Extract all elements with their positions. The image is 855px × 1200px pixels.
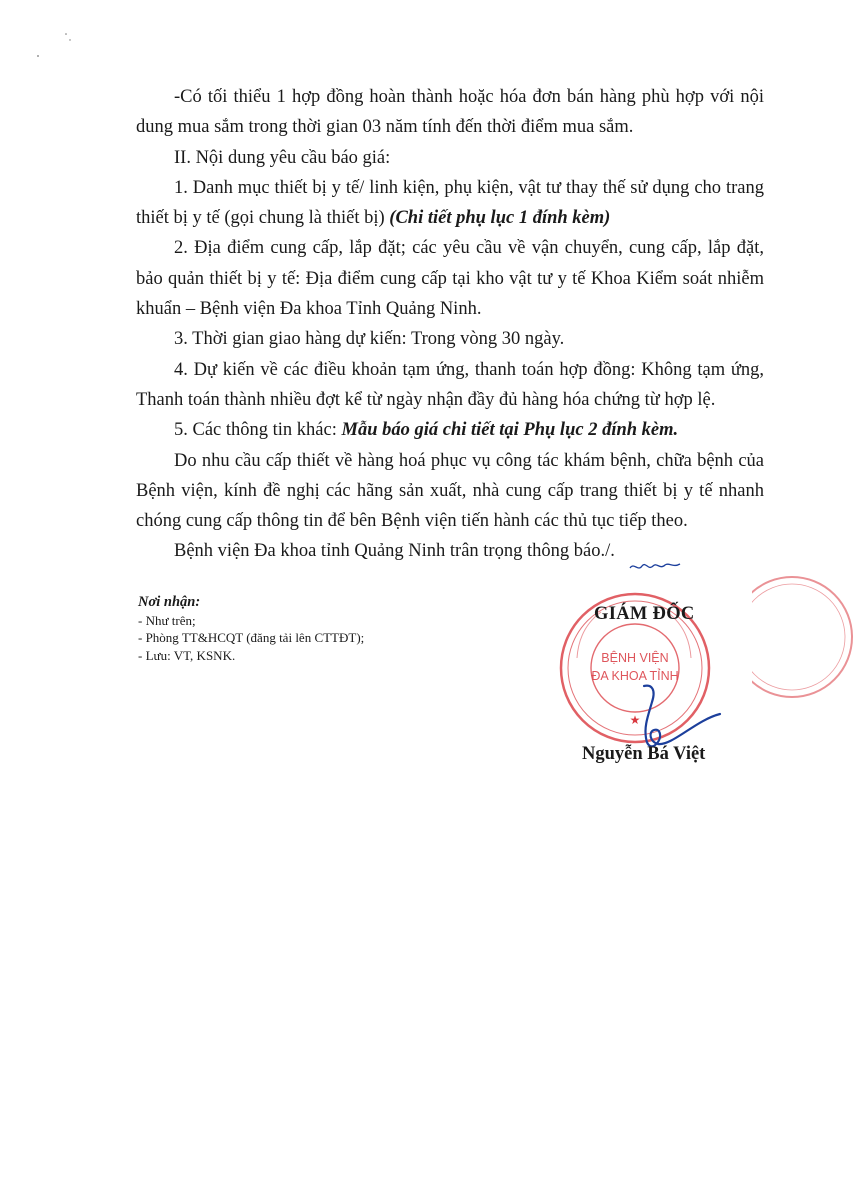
paragraph-closing-notice: Bệnh viện Đa khoa tỉnh Quảng Ninh trân trọng thông báo./. (174, 541, 615, 562)
paragraph-item-3: 3. Thời gian giao hàng dự kiến: Trong vòng 30 ngày. (174, 329, 565, 350)
initials-mark (628, 556, 688, 576)
seal-line-2: ĐA KHOA TỈNH (591, 669, 679, 683)
partial-seal-edge (752, 575, 855, 700)
signatory-position: GIÁM ĐỐC (594, 604, 695, 624)
item-1-text: 1. Danh mục thiết bị y tế/ linh kiện, phụ kiện, vật tư thay thế sử dụng cho trang thiết bị y tế (gọi chung là thiết bị) (136, 177, 764, 229)
signatory-name: Nguyễn Bá Việt (582, 744, 706, 764)
paragraph-item-1 (136, 173, 764, 234)
paragraph-item-4: 4. Dự kiến về các điều khoản tạm ứng, thanh toán hợp đồng: Không tạm ứng, Thanh toán thành nhiều đợt kể từ ngày nhận đầy đủ hàng hóa chứng từ hợp lệ. (136, 359, 764, 410)
item-5-annex-note: Mẫu báo giá chi tiết tại Phụ lục 2 đính kèm. (341, 420, 679, 441)
recipients-title: Nơi nhận: (138, 594, 201, 610)
item-5-text: 5. Các thông tin khác: (174, 420, 342, 441)
recipient-item: - Lưu: VT, KSNK. (138, 647, 236, 663)
recipient-item: - Như trên; (138, 612, 196, 628)
paragraph-item-5 (136, 415, 764, 445)
scan-specks (30, 28, 90, 68)
item-1-annex-note: (Chi tiết phụ lục 1 đính kèm) (389, 208, 611, 229)
body-text (136, 82, 764, 567)
paragraph-item-2: 2. Địa điểm cung cấp, lắp đặt; các yêu cầu về vận chuyển, cung cấp, lắp đặt, bảo quản thiết bị y tế: Địa điểm cung cấp tại kho vật tư y tế Khoa Kiểm soát nhiễm khuẩn – Bệnh viện Đa khoa Tỉnh Quảng Ninh. (136, 238, 764, 320)
recipient-item: - Phòng TT&HCQT (đăng tải lên CTTĐT); (138, 630, 365, 645)
paragraph-closing-request: Do nhu cầu cấp thiết về hàng hoá phục vụ công tác khám bệnh, chữa bệnh của Bệnh viện, kính đề nghị các hãng sản xuất, nhà cung cấp trang thiết bị y tế nhanh chóng cung cấp thông tin để bên Bệnh viện tiến hành các thủ tục tiếp theo. (136, 450, 764, 532)
paragraph-requirement: -Có tối thiểu 1 hợp đồng hoàn thành hoặc hóa đơn bán hàng phù hợp với nội dung mua sắm trong thời gian 03 năm tính đến thời điểm mua sắm. (136, 87, 764, 138)
seal-line-1: BỆNH VIỆN (601, 651, 669, 665)
paragraph-section-heading: II. Nội dung yêu cầu báo giá: (174, 147, 391, 168)
recipients-block (138, 594, 364, 664)
seal-star-icon: ★ (629, 713, 641, 727)
